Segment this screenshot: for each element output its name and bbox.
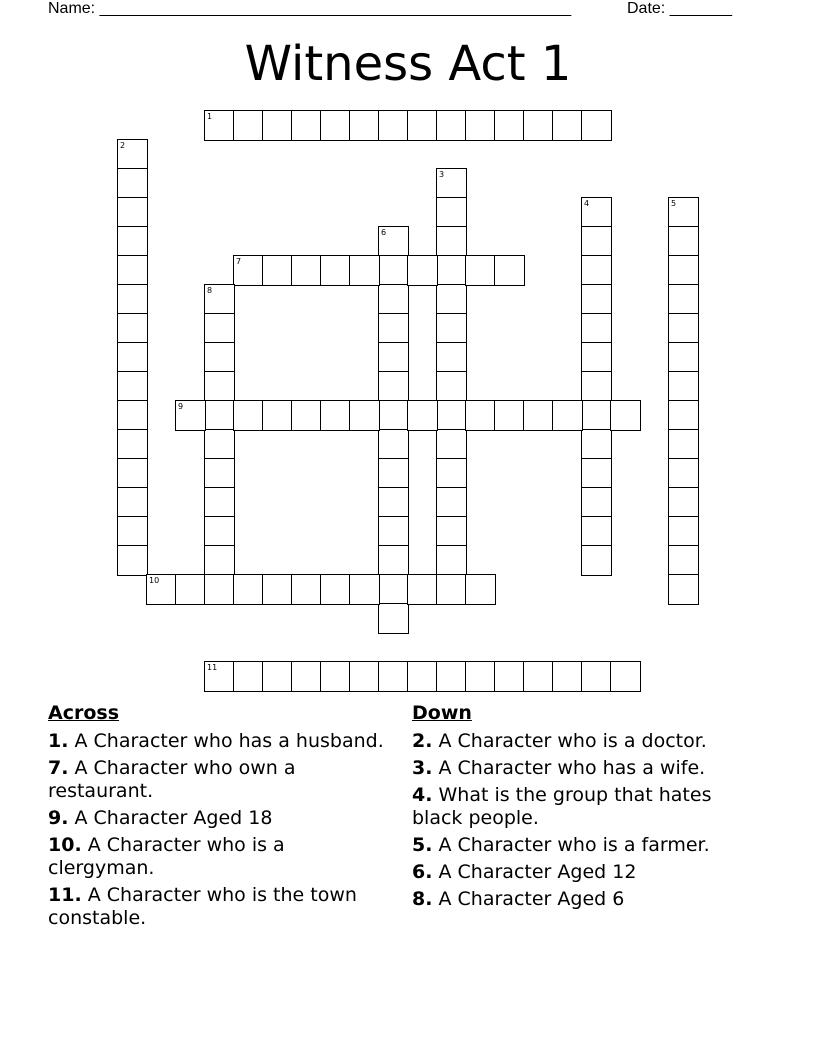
grid-cell[interactable] <box>291 110 322 141</box>
grid-cell[interactable] <box>581 226 612 257</box>
down-clue <box>412 757 757 780</box>
clue-text: What is the group that hates black people. <box>412 784 712 829</box>
grid-cell[interactable] <box>465 574 496 605</box>
grid-cell[interactable] <box>668 487 699 518</box>
grid-cell[interactable] <box>204 313 235 344</box>
grid-cell[interactable] <box>668 516 699 547</box>
grid-cell[interactable] <box>320 574 351 605</box>
grid-cell[interactable] <box>117 255 148 286</box>
clue-number: 6. <box>412 861 433 883</box>
grid-cell[interactable] <box>465 400 496 431</box>
grid-cell[interactable] <box>436 284 467 315</box>
grid-cell[interactable] <box>262 110 293 141</box>
date-field[interactable]: Date: _______ <box>627 0 732 17</box>
puzzle-title: Witness Act 1 <box>244 36 572 92</box>
grid-cell[interactable] <box>320 255 351 286</box>
cell-number: 1 <box>207 112 213 121</box>
grid-cell[interactable] <box>494 661 525 692</box>
grid-cell[interactable] <box>552 400 583 431</box>
grid-cell[interactable] <box>117 226 148 257</box>
grid-cell[interactable] <box>436 661 467 692</box>
cell-number: 9 <box>178 402 184 411</box>
grid-cell[interactable] <box>117 371 148 402</box>
cell-number: 6 <box>381 228 387 237</box>
down-clue <box>412 888 757 911</box>
grid-cell[interactable] <box>204 371 235 402</box>
grid-cell[interactable] <box>378 342 409 373</box>
grid-cell[interactable] <box>175 574 206 605</box>
grid-cell[interactable] <box>378 313 409 344</box>
grid-cell[interactable] <box>378 516 409 547</box>
grid-cell[interactable] <box>262 255 293 286</box>
grid-cell[interactable] <box>581 371 612 402</box>
grid-cell[interactable] <box>436 168 467 199</box>
grid-cell[interactable] <box>204 545 235 576</box>
clue-text: A Character who is a clergyman. <box>48 834 285 879</box>
grid-cell[interactable] <box>175 400 206 431</box>
grid-cell[interactable] <box>204 400 235 431</box>
grid-cell[interactable] <box>581 487 612 518</box>
grid-cell[interactable] <box>204 110 235 141</box>
clue-number: 8. <box>412 888 433 910</box>
grid-cell[interactable] <box>117 458 148 489</box>
clue-number: 10. <box>48 834 82 856</box>
grid-cell[interactable] <box>117 313 148 344</box>
grid-cell[interactable] <box>436 400 467 431</box>
across-clues <box>48 702 393 934</box>
grid-cell[interactable] <box>378 371 409 402</box>
grid-cell[interactable] <box>204 429 235 460</box>
grid-cell[interactable] <box>407 110 438 141</box>
down-heading: Down <box>412 702 472 724</box>
grid-cell[interactable] <box>436 487 467 518</box>
grid-cell[interactable] <box>436 545 467 576</box>
grid-cell[interactable] <box>436 255 467 286</box>
grid-cell[interactable] <box>581 429 612 460</box>
grid-cell[interactable] <box>581 661 612 692</box>
grid-cell[interactable] <box>117 197 148 228</box>
cell-number: 7 <box>236 257 242 266</box>
grid-cell[interactable] <box>378 429 409 460</box>
grid-cell[interactable] <box>349 661 380 692</box>
down-clue <box>412 730 757 753</box>
cell-number: 4 <box>584 199 590 208</box>
grid-cell[interactable] <box>552 661 583 692</box>
grid-cell[interactable] <box>233 574 264 605</box>
grid-cell[interactable] <box>581 458 612 489</box>
clue-text: A Character who is the town constable. <box>48 884 357 929</box>
grid-cell[interactable] <box>349 110 380 141</box>
grid-cell[interactable] <box>581 197 612 228</box>
grid-cell[interactable] <box>204 516 235 547</box>
grid-cell[interactable] <box>262 400 293 431</box>
grid-cell[interactable] <box>204 661 235 692</box>
grid-cell[interactable] <box>378 284 409 315</box>
grid-cell[interactable] <box>465 255 496 286</box>
grid-cell[interactable] <box>117 545 148 576</box>
cell-number: 10 <box>149 576 160 585</box>
grid-cell[interactable] <box>523 661 554 692</box>
grid-cell[interactable] <box>378 487 409 518</box>
clue-text: A Character Aged 18 <box>74 807 273 829</box>
clue-text: A Character who has a wife. <box>438 757 706 779</box>
grid-cell[interactable] <box>117 487 148 518</box>
clue-number: 4. <box>412 784 433 806</box>
grid-cell[interactable] <box>407 400 438 431</box>
across-clue <box>48 884 393 930</box>
grid-cell[interactable] <box>668 313 699 344</box>
grid-cell[interactable] <box>378 661 409 692</box>
grid-cell[interactable] <box>552 110 583 141</box>
grid-cell[interactable] <box>465 661 496 692</box>
grid-cell[interactable] <box>668 342 699 373</box>
grid-cell[interactable] <box>407 255 438 286</box>
clue-text: A Character who is a farmer. <box>438 834 710 856</box>
cell-number: 2 <box>120 141 126 150</box>
clue-text: A Character Aged 6 <box>438 888 625 910</box>
grid-cell[interactable] <box>117 168 148 199</box>
clue-text: A Character who has a husband. <box>74 730 384 752</box>
clue-number: 2. <box>412 730 433 752</box>
across-clue <box>48 807 393 830</box>
grid-cell[interactable] <box>436 574 467 605</box>
grid-cell[interactable] <box>117 429 148 460</box>
grid-cell[interactable] <box>117 139 148 170</box>
down-clues <box>412 702 757 915</box>
grid-cell[interactable] <box>436 516 467 547</box>
grid-cell[interactable] <box>233 110 264 141</box>
clue-number: 9. <box>48 807 69 829</box>
grid-cell[interactable] <box>668 400 699 431</box>
grid-cell[interactable] <box>436 371 467 402</box>
clue-number: 3. <box>412 757 433 779</box>
clue-number: 5. <box>412 834 433 856</box>
grid-cell[interactable] <box>349 574 380 605</box>
grid-cell[interactable] <box>117 400 148 431</box>
grid-cell[interactable] <box>291 661 322 692</box>
grid-cell[interactable] <box>146 574 177 605</box>
grid-cell[interactable] <box>320 661 351 692</box>
grid-cell[interactable] <box>668 255 699 286</box>
grid-cell[interactable] <box>349 255 380 286</box>
grid-cell[interactable] <box>581 545 612 576</box>
grid-cell[interactable] <box>436 313 467 344</box>
across-heading: Across <box>48 702 120 724</box>
grid-cell[interactable] <box>291 255 322 286</box>
grid-cell[interactable] <box>668 458 699 489</box>
grid-cell[interactable] <box>436 226 467 257</box>
down-clue <box>412 834 757 857</box>
grid-cell[interactable] <box>581 284 612 315</box>
grid-cell[interactable] <box>320 110 351 141</box>
grid-cell[interactable] <box>291 574 322 605</box>
grid-cell[interactable] <box>320 400 351 431</box>
grid-cell[interactable] <box>204 574 235 605</box>
grid-cell[interactable] <box>378 110 409 141</box>
clue-text: A Character who is a doctor. <box>438 730 707 752</box>
grid-cell[interactable] <box>436 197 467 228</box>
grid-cell[interactable] <box>494 255 525 286</box>
across-clue <box>48 757 393 803</box>
grid-cell[interactable] <box>407 661 438 692</box>
clue-number: 1. <box>48 730 69 752</box>
grid-cell[interactable] <box>378 255 409 286</box>
grid-cell[interactable] <box>581 255 612 286</box>
grid-cell[interactable] <box>581 400 612 431</box>
grid-cell[interactable] <box>581 110 612 141</box>
grid-cell[interactable] <box>668 197 699 228</box>
name-field[interactable]: Name: _____________________________________________________ <box>48 0 572 17</box>
grid-cell[interactable] <box>378 226 409 257</box>
cell-number: 3 <box>439 170 445 179</box>
grid-cell[interactable] <box>378 400 409 431</box>
grid-cell[interactable] <box>668 284 699 315</box>
clue-text: A Character who own a restaurant. <box>48 757 296 802</box>
grid-cell[interactable] <box>668 226 699 257</box>
grid-cell[interactable] <box>610 661 641 692</box>
grid-cell[interactable] <box>117 516 148 547</box>
grid-cell[interactable] <box>494 400 525 431</box>
grid-cell[interactable] <box>233 255 264 286</box>
grid-cell[interactable] <box>117 342 148 373</box>
grid-cell[interactable] <box>668 371 699 402</box>
down-clue <box>412 784 757 830</box>
grid-cell[interactable] <box>378 458 409 489</box>
grid-cell[interactable] <box>465 110 496 141</box>
grid-cell[interactable] <box>581 342 612 373</box>
grid-cell[interactable] <box>378 545 409 576</box>
grid-cell[interactable] <box>407 574 438 605</box>
grid-cell[interactable] <box>610 400 641 431</box>
grid-cell[interactable] <box>262 661 293 692</box>
grid-cell[interactable] <box>523 110 554 141</box>
grid-cell[interactable] <box>204 284 235 315</box>
grid-cell[interactable] <box>581 313 612 344</box>
grid-cell[interactable] <box>117 284 148 315</box>
grid-cell[interactable] <box>204 342 235 373</box>
grid-cell[interactable] <box>233 400 264 431</box>
down-clue <box>412 861 757 884</box>
grid-cell[interactable] <box>436 429 467 460</box>
grid-cell[interactable] <box>581 516 612 547</box>
grid-cell[interactable] <box>204 458 235 489</box>
grid-cell[interactable] <box>523 400 554 431</box>
grid-cell[interactable] <box>233 661 264 692</box>
across-clue <box>48 730 393 753</box>
across-clue <box>48 834 393 880</box>
grid-cell[interactable] <box>668 574 699 605</box>
clue-number: 7. <box>48 757 69 779</box>
grid-cell[interactable] <box>436 110 467 141</box>
grid-cell[interactable] <box>204 487 235 518</box>
clue-number: 11. <box>48 884 82 906</box>
clue-text: A Character Aged 12 <box>438 861 637 883</box>
grid-cell[interactable] <box>378 574 409 605</box>
grid-cell[interactable] <box>668 545 699 576</box>
cell-number: 11 <box>207 663 218 672</box>
grid-cell[interactable] <box>262 574 293 605</box>
grid-cell[interactable] <box>436 458 467 489</box>
grid-cell[interactable] <box>291 400 322 431</box>
header <box>48 0 748 20</box>
grid-cell[interactable] <box>436 342 467 373</box>
grid-cell[interactable] <box>349 400 380 431</box>
cell-number: 5 <box>671 199 677 208</box>
grid-cell[interactable] <box>668 429 699 460</box>
grid-cell[interactable] <box>494 110 525 141</box>
grid-cell[interactable] <box>378 603 409 634</box>
cell-number: 8 <box>207 286 213 295</box>
